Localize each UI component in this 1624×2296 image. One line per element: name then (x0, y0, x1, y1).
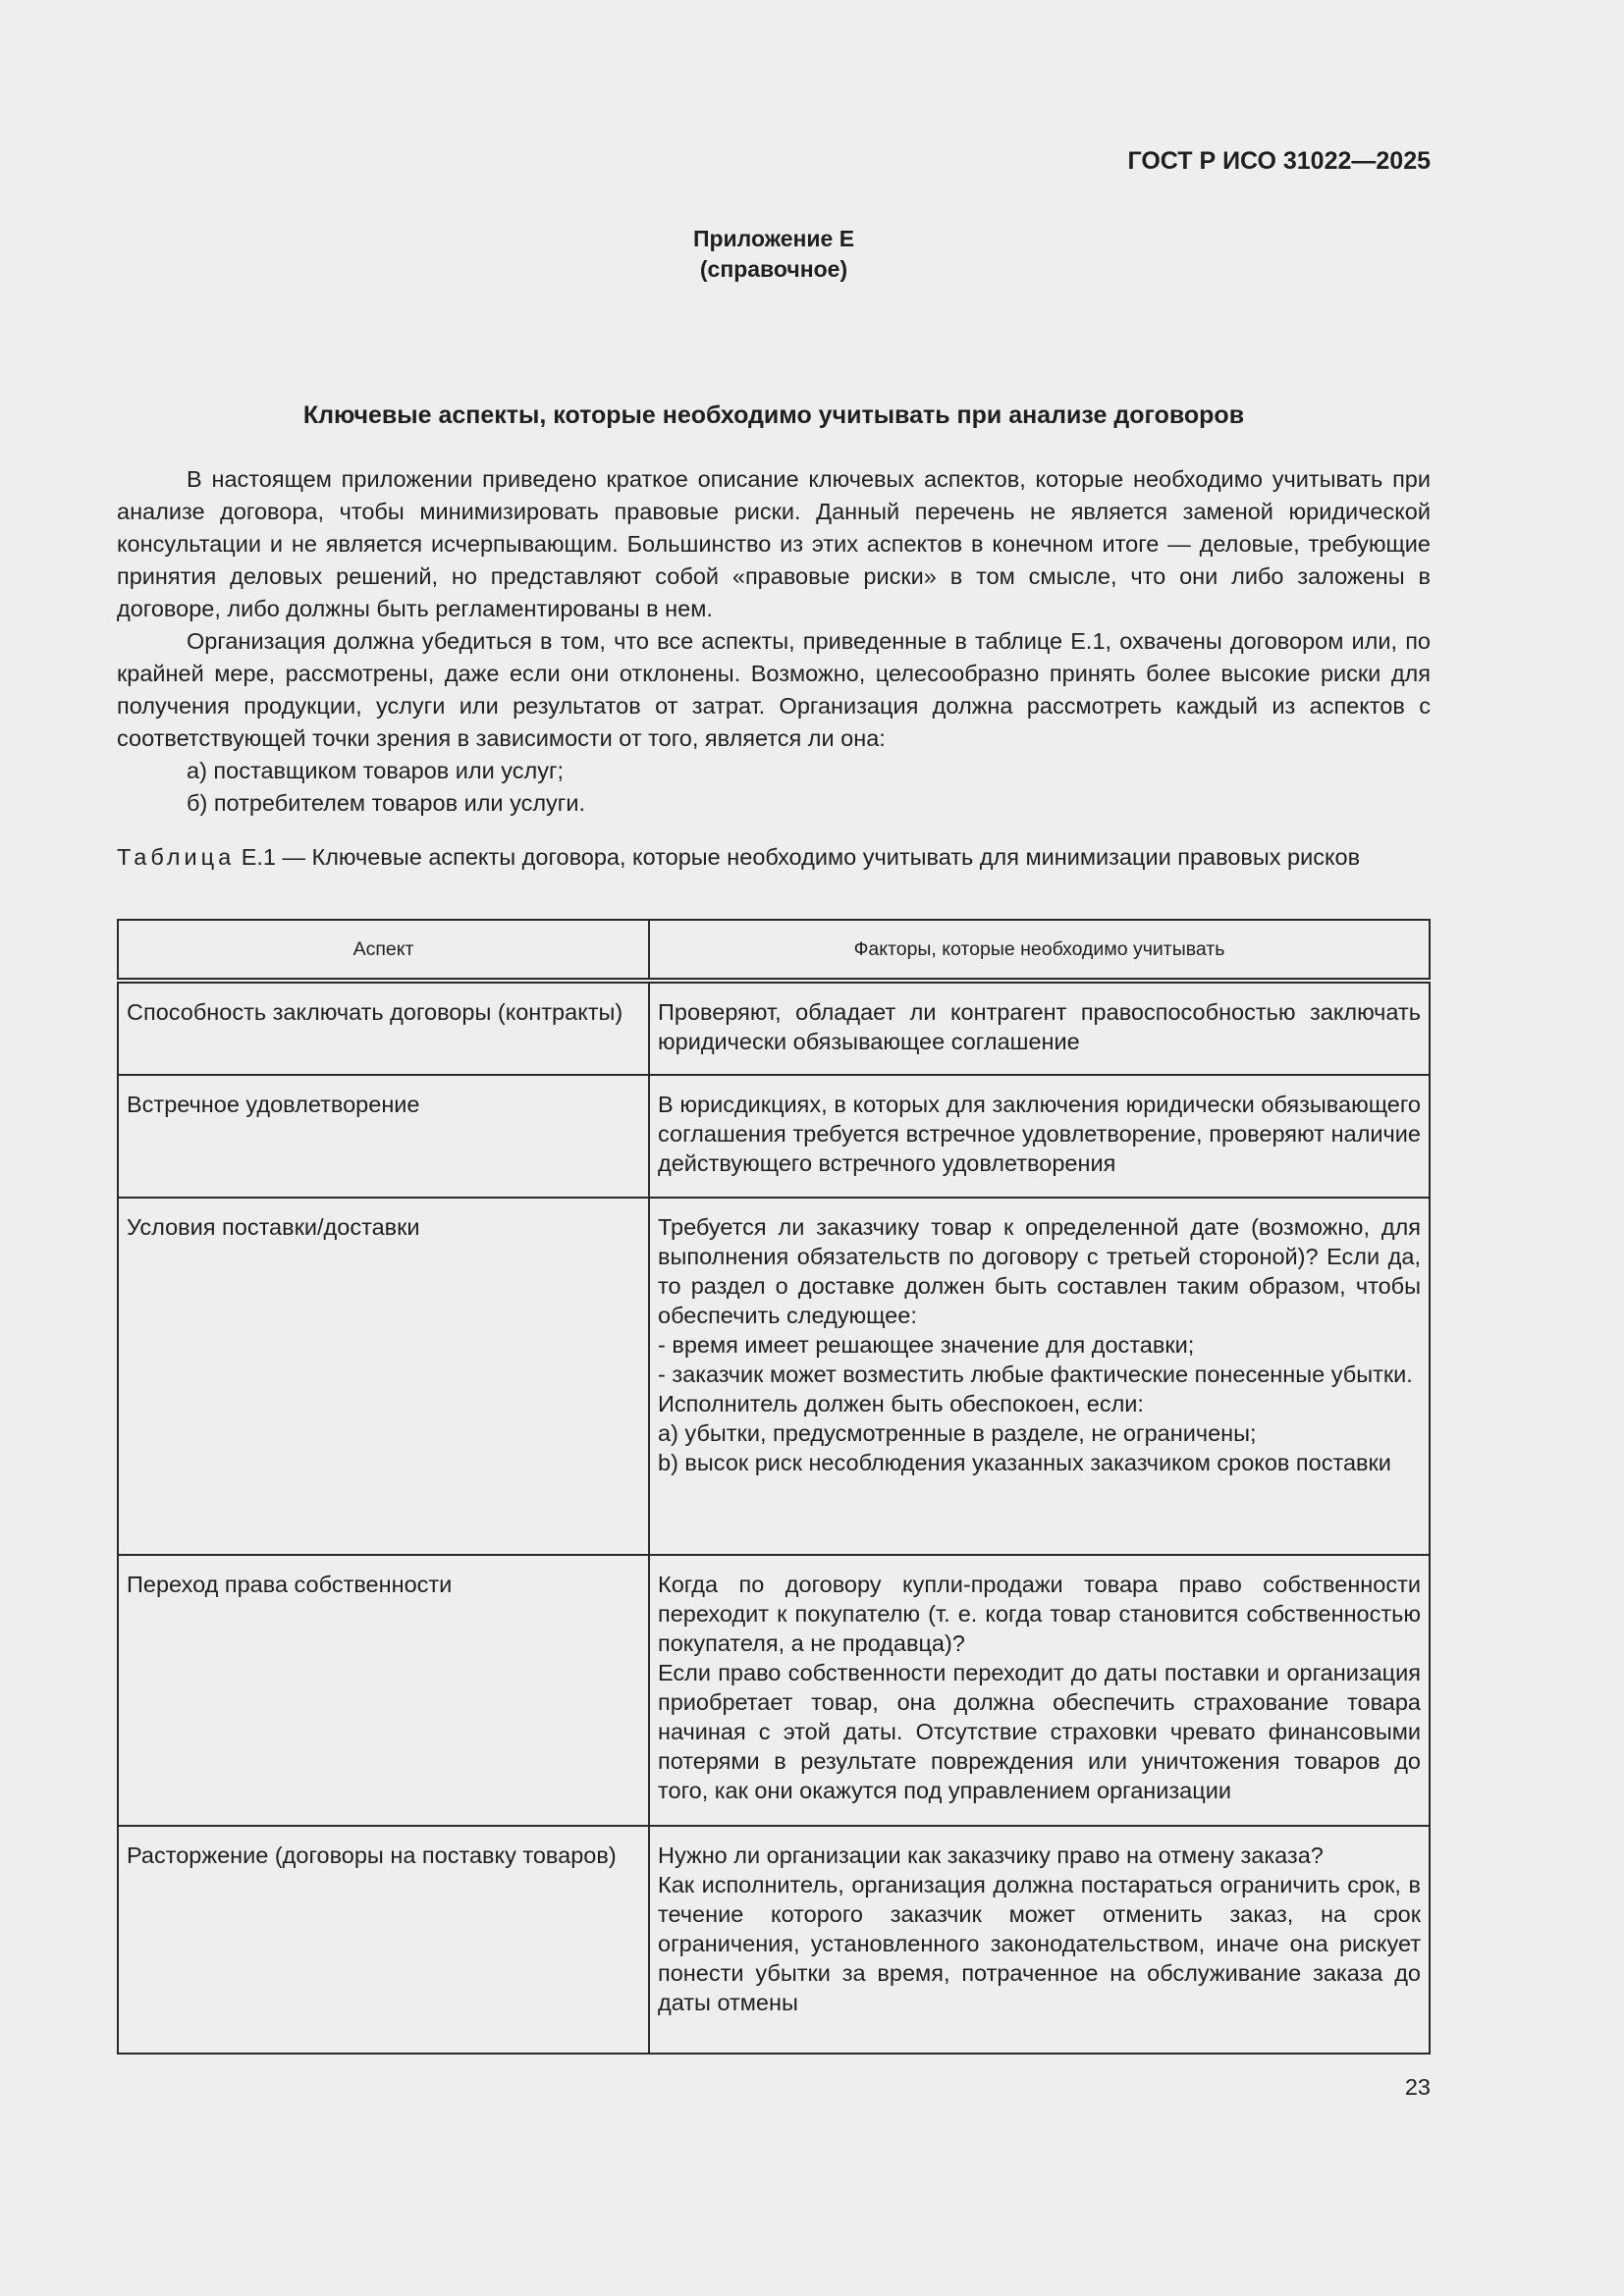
appendix-title: Приложение Е (692, 226, 855, 251)
table-caption-text: Е.1 — Ключевые аспекты договора, которые необходимо учитывать для минимизации правовых рисков (241, 844, 1361, 870)
document-code: ГОСТ Р ИСО 31022—2025 (1127, 147, 1431, 175)
factor-text: Если право собственности переходит до даты поставки и организация приобретает товар, она должна обеспечить страхование товара начиная с этой даты. Отсутствие страховки чревато финансовыми потерями в результате повреждения или уничтожения товаров до того, как они окажутся под управлением организации (658, 1660, 1421, 1803)
page-number: 23 (1404, 2074, 1431, 2100)
table-row (118, 1075, 1430, 1198)
factors-cell (649, 1075, 1430, 1198)
factor-text: В юрисдикциях, в которых для заключения юридически обязывающего соглашения требуется встречное удовлетворение, проверяют наличие действующего встречного удовлетворения (658, 1092, 1421, 1176)
factor-text: Когда по договору купли-продажи товара право собственности переходит к покупателю (т. е. когда товар становится собственностью покупателя, а не продавца)? (658, 1572, 1421, 1656)
factor-text: - заказчик может возместить любые фактические понесенные убытки. (658, 1362, 1413, 1387)
table-row (118, 1826, 1430, 2054)
aspect-cell: Переход права собственности (118, 1555, 649, 1826)
appendix-subtitle: (справочное) (699, 256, 848, 282)
factor-text: Требуется ли заказчику товар к определенной дате (возможно, для выполнения обязательств по договору с третьей стороной)? Если да, то раздел о доставке должен быть составлен таким образом, чтобы обеспечить следующее: (658, 1214, 1421, 1328)
table-row (118, 1198, 1430, 1555)
table-caption (117, 841, 1431, 874)
table-row (118, 1555, 1430, 1826)
aspect-cell: Встречное удовлетворение (118, 1075, 649, 1198)
factors-cell (649, 1555, 1430, 1826)
aspect-cell: Расторжение (договоры на поставку товаров) (118, 1826, 649, 2054)
list-item: б) потребителем товаров или услуги. (187, 790, 586, 816)
factors-cell (649, 1198, 1430, 1555)
table-row (118, 981, 1430, 1075)
aspect-cell: Способность заключать договоры (контракты) (118, 981, 649, 1075)
column-header-aspect: Аспект (118, 920, 649, 981)
table-caption-label: Таблица (117, 844, 236, 870)
factor-text: Как исполнитель, организация должна постараться ограничить срок, в течение которого заказчик может отменить заказ, на срок ограничения, установленного законодательством, иначе она рискует понести убытки за время, потраченное на обслуживание заказа до даты отмены (658, 1872, 1421, 2015)
factors-cell (649, 981, 1430, 1075)
list-item: а) поставщиком товаров или услуг; (187, 758, 565, 783)
factor-text: a) убытки, предусмотренные в разделе, не ограничены; (658, 1420, 1257, 1446)
table-header-row (118, 920, 1430, 981)
aspects-table (117, 919, 1431, 2055)
factor-text: Нужно ли организации как заказчику право на отмену заказа? (658, 1842, 1324, 1868)
factor-text: b) высок риск несоблюдения указанных заказчиком сроков поставки (658, 1450, 1391, 1475)
paragraph: Организация должна убедиться в том, что все аспекты, приведенные в таблице Е.1, охвачены договором или, по крайней мере, рассмотрены, даже если они отклонены. Возможно, целесообразно принять более высокие риски для получения продукции, услуги или результатов от затрат. Организация должна рассмотреть каждый из аспектов с соответствующей точки зрения в зависимости от того, является ли она: (117, 628, 1431, 751)
factor-text: Проверяют, обладает ли контрагент правоспособностью заключать юридически обязывающее соглашение (658, 999, 1421, 1054)
factor-text: - время имеет решающее значение для доставки; (658, 1332, 1195, 1358)
factor-text: Исполнитель должен быть обеспокоен, если: (658, 1391, 1144, 1416)
factors-cell (649, 1826, 1430, 2054)
aspect-cell: Условия поставки/доставки (118, 1198, 649, 1555)
section-title: Ключевые аспекты, которые необходимо учитывать при анализе договоров (302, 401, 1245, 429)
column-header-factors: Факторы, которые необходимо учитывать (649, 920, 1430, 981)
body-text (117, 463, 1431, 820)
paragraph: В настоящем приложении приведено краткое описание ключевых аспектов, которые необходимо учитывать при анализе договора, чтобы минимизировать правовые риски. Данный перечень не является заменой юридической консультации и не является исчерпывающим. Большинство из этих аспектов в конечном итоге — деловые, требующие принятия деловых решений, но представляют собой «правовые риски» в том смысле, что они либо заложены в договоре, либо должны быть регламентированы в нем. (117, 466, 1431, 621)
appendix-heading (117, 224, 1431, 285)
